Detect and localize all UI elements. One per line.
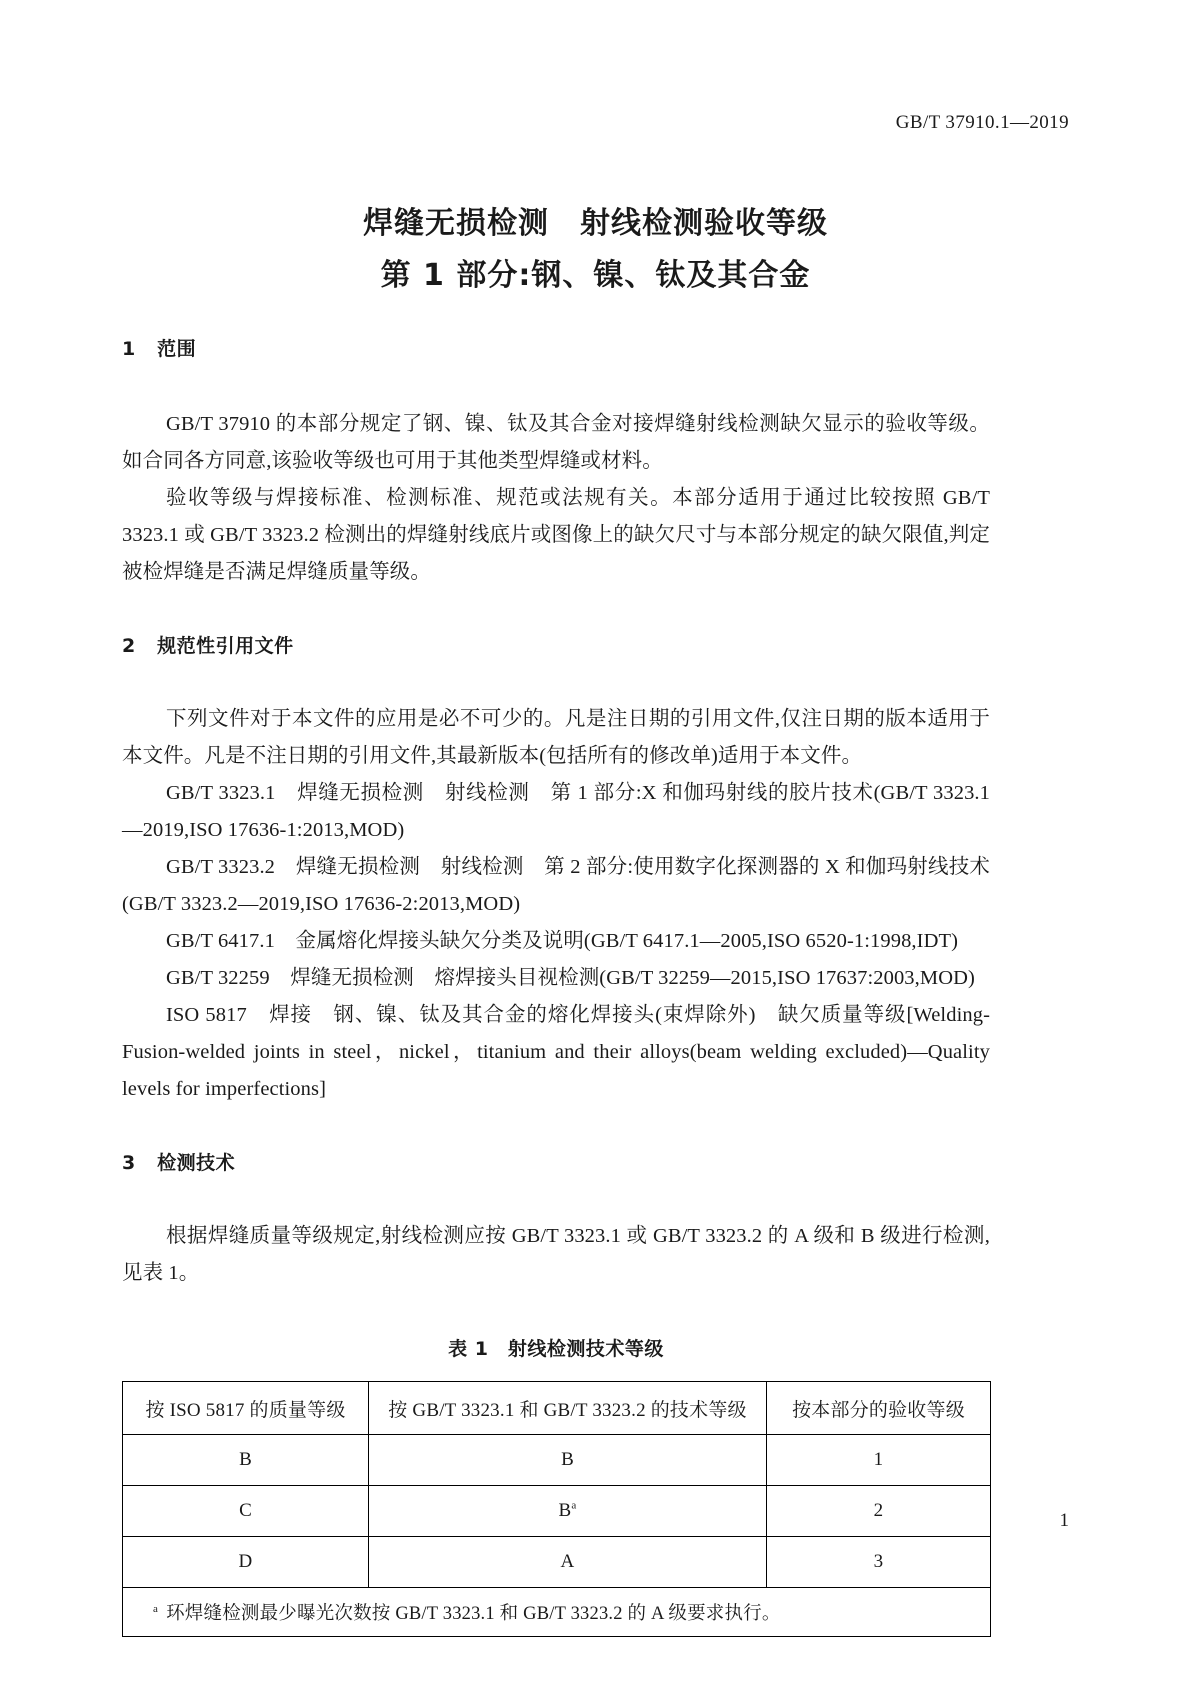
table-radiographic-technique-levels bbox=[122, 1381, 991, 1637]
section-3-number: 3 bbox=[122, 1152, 136, 1174]
section-3-title: 检测技术 bbox=[157, 1152, 236, 1174]
title-line-1: 焊缝无损检测 射线检测验收等级 bbox=[363, 206, 828, 241]
page-title bbox=[0, 200, 1191, 300]
section-heading-2 bbox=[122, 633, 990, 659]
cell-quality-level: B bbox=[123, 1435, 369, 1486]
cell-quality-level: C bbox=[123, 1486, 369, 1537]
cell-acceptance-level: 1 bbox=[767, 1435, 991, 1486]
normative-reference-item: ISO 5817 焊接 钢、镍、钛及其合金的熔化焊接头(束焊除外) 缺欠质量等级[Welding-Fusion-welded joints in steel，nickel，titanium and their alloys(beam welding excluded)—Quality levels for imperfections] bbox=[122, 1004, 990, 1100]
cell-acceptance-level: 2 bbox=[767, 1486, 991, 1537]
cell-technique-level-value: A bbox=[560, 1551, 575, 1572]
table-header-cell-quality-level: 按 ISO 5817 的质量等级 bbox=[123, 1382, 369, 1435]
section-heading-3 bbox=[122, 1150, 990, 1176]
normative-reference-item: GB/T 3323.2 焊缝无损检测 射线检测 第 2 部分:使用数字化探测器的 X 和伽玛射线技术(GB/T 3323.2—2019,ISO 17636-2:2013,MOD) bbox=[122, 856, 990, 915]
table-row bbox=[123, 1435, 991, 1486]
normative-reference-item: GB/T 6417.1 金属熔化焊接头缺欠分类及说明(GB/T 6417.1—2005,ISO 6520-1:1998,IDT) bbox=[166, 930, 959, 952]
cell-technique-level-value: B bbox=[561, 1449, 574, 1470]
section-3-paragraph-1: 根据焊缝质量等级规定,射线检测应按 GB/T 3323.1 或 GB/T 3323.2 的 A 级和 B 级进行检测,见表 1。 bbox=[122, 1225, 990, 1284]
cell-acceptance-level: 3 bbox=[767, 1537, 991, 1588]
section-1-paragraph-1: GB/T 37910 的本部分规定了钢、镍、钛及其合金对接焊缝射线检测缺欠显示的验收等级。如合同各方同意,该验收等级也可用于其他类型焊缝或材料。 bbox=[122, 413, 990, 472]
running-head-standard-number bbox=[896, 112, 1069, 134]
footnote-marker: a bbox=[153, 1602, 159, 1615]
footnote-marker: a bbox=[571, 1499, 577, 1512]
cell-technique-level bbox=[369, 1537, 767, 1588]
document-body bbox=[122, 336, 990, 1637]
cell-technique-level bbox=[369, 1486, 767, 1537]
section-1-number: 1 bbox=[122, 338, 136, 360]
normative-reference-item: GB/T 3323.1 焊缝无损检测 射线检测 第 1 部分:X 和伽玛射线的胶片技术(GB/T 3323.1—2019,ISO 17636-1:2013,MOD) bbox=[122, 782, 990, 841]
table-footnote-cell bbox=[123, 1588, 991, 1637]
table-row bbox=[123, 1486, 991, 1537]
section-heading-1 bbox=[122, 336, 990, 362]
title-line-2: 第 1 部分:钢、镍、钛及其合金 bbox=[380, 258, 811, 293]
section-1-title: 范围 bbox=[157, 338, 197, 360]
table-header-row bbox=[123, 1382, 991, 1435]
section-1-paragraph-2: 验收等级与焊接标准、检测标准、规范或法规有关。本部分适用于通过比较按照 GB/T 3323.1 或 GB/T 3323.2 检测出的焊缝射线底片或图像上的缺欠尺寸与本部分规定的缺欠限值,判定被检焊缝是否满足焊缝质量等级。 bbox=[122, 487, 990, 583]
page-number: 1 bbox=[1059, 1510, 1069, 1531]
table-1-caption: 表 1 射线检测技术等级 bbox=[448, 1338, 664, 1360]
running-head-text: GB/T 37910.1—2019 bbox=[895, 112, 1069, 133]
section-2-paragraph-1: 下列文件对于本文件的应用是必不可少的。凡是注日期的引用文件,仅注日期的版本适用于本文件。凡是不注日期的引用文件,其最新版本(包括所有的修改单)适用于本文件。 bbox=[122, 708, 990, 767]
table-header-cell-acceptance-level: 按本部分的验收等级 bbox=[767, 1382, 991, 1435]
section-2-title: 规范性引用文件 bbox=[157, 635, 294, 657]
normative-reference-item: GB/T 32259 焊缝无损检测 熔焊接头目视检测(GB/T 32259—2015,ISO 17637:2003,MOD) bbox=[166, 967, 975, 989]
table-row bbox=[123, 1537, 991, 1588]
table-footnote-row bbox=[123, 1588, 991, 1637]
section-2-number: 2 bbox=[122, 635, 136, 657]
table-header-cell-technique-level: 按 GB/T 3323.1 和 GB/T 3323.2 的技术等级 bbox=[369, 1382, 767, 1435]
cell-quality-level: D bbox=[123, 1537, 369, 1588]
table-footnote-text: 环焊缝检测最少曝光次数按 GB/T 3323.1 和 GB/T 3323.2 的 A 级要求执行。 bbox=[166, 1604, 781, 1624]
cell-technique-level-value: B bbox=[558, 1500, 572, 1521]
cell-technique-level bbox=[369, 1435, 767, 1486]
